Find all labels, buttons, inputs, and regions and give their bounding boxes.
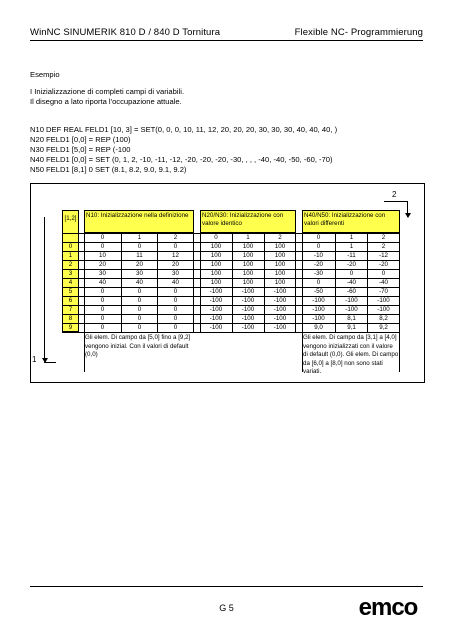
- table-cell: 30: [99, 270, 106, 277]
- table-cell: 0: [100, 315, 105, 322]
- table-cell: 20: [99, 261, 106, 268]
- table-cell: 100: [242, 270, 254, 277]
- column-header: 0: [316, 234, 321, 241]
- table-cell: 100: [274, 279, 286, 286]
- table-cell: 9,1: [347, 324, 356, 331]
- table-cell: -100: [312, 315, 325, 322]
- table-cell: 30: [172, 270, 179, 277]
- table-cell: 100: [210, 270, 222, 277]
- corner-label: [1,2]: [64, 215, 77, 222]
- column-header: 1: [349, 234, 354, 241]
- table-cell: 100: [274, 252, 286, 259]
- table-cell: 100: [242, 279, 254, 286]
- note-border-left: [302, 332, 303, 372]
- column-header: 1: [246, 234, 250, 241]
- table-cell: 20: [136, 261, 143, 268]
- table-cell: -30: [314, 270, 323, 277]
- table-cell: -100: [273, 297, 287, 304]
- dimension-arrow-left-base: [44, 362, 56, 363]
- row-index-label: 7: [68, 306, 73, 313]
- table-cell: -12: [379, 252, 388, 259]
- code-line-n30: N30 FELD1 [5,0] = REP (-100: [30, 145, 131, 154]
- table-cell: -100: [345, 306, 358, 313]
- table-cell: 8,1: [347, 315, 356, 322]
- table-cell: -100: [273, 315, 287, 322]
- dimension-arrow-left: [44, 217, 45, 362]
- table-cell: -100: [209, 306, 223, 313]
- footer-rule: [30, 586, 423, 587]
- table-cell: -100: [312, 297, 325, 304]
- table-cell: -20: [379, 261, 388, 268]
- row-index-label: 8: [68, 315, 73, 322]
- table-cell: -100: [377, 306, 390, 313]
- block-title: N10: Inizializzazione nella definizione: [86, 212, 189, 219]
- table-cell: -100: [312, 306, 325, 313]
- example-heading: Esempio: [30, 70, 60, 79]
- column-header: 1: [137, 234, 142, 241]
- page-number: G 5: [219, 603, 234, 613]
- table-cell: -100: [345, 297, 358, 304]
- table-cell: 0: [100, 243, 105, 250]
- intro-line-1: I Inizializzazione di completi campi di variabili.: [30, 87, 185, 96]
- table-cell: -60: [347, 288, 356, 295]
- table-cell: 1: [349, 243, 354, 250]
- table-cell: 0: [316, 243, 321, 250]
- table-cell: 0: [137, 243, 142, 250]
- table-cell: 40: [136, 279, 143, 286]
- table-cell: 0: [137, 297, 142, 304]
- intro-line-2: Il disegno a lato riporta l'occupazione attuale.: [30, 97, 182, 106]
- figure-marker-1: 1: [32, 355, 37, 364]
- header-right-title: Flexible NC- Programmierung: [294, 27, 423, 38]
- table-cell: -11: [347, 252, 356, 259]
- column-header: 0: [214, 234, 218, 241]
- table-cell: 100: [242, 252, 254, 259]
- table-cell: 0: [173, 315, 178, 322]
- table-cell: 0: [316, 279, 321, 286]
- table-cell: 0: [100, 297, 105, 304]
- table-cell: -100: [241, 324, 255, 331]
- table-cell: -100: [241, 306, 255, 313]
- emco-logo: [352, 596, 424, 618]
- table-cell: 0: [349, 270, 354, 277]
- table-cell: 9,2: [379, 324, 388, 331]
- emco-logo-text: emco: [358, 596, 418, 618]
- table-cell: -20: [347, 261, 356, 268]
- table-cell: 0: [100, 324, 105, 331]
- dimension-arrow-top: [384, 201, 407, 202]
- table-cell: -100: [209, 324, 223, 331]
- table-cell: -40: [347, 279, 356, 286]
- column-header: 0: [100, 234, 105, 241]
- code-line-n50: N50 FELD1 [8,1] 0 SET (8.1, 8.2, 9.0, 9.1, 9.2): [30, 165, 187, 174]
- code-line-n20: N20 FELD1 [0,0] = REP (100): [30, 135, 131, 144]
- table-cell: -100: [241, 315, 255, 322]
- column-header: 2: [278, 234, 282, 241]
- column-header: 2: [173, 234, 178, 241]
- block-note: Gli elem. Di campo da [3,1] a [4,0] vengono inizializzati con il valore di default (0,0). Gli elem. Di campo da [6,0] a [8,0] non sono stati variati.: [303, 334, 399, 376]
- table-cell: 40: [99, 279, 106, 286]
- table-cell: 0: [173, 306, 178, 313]
- block-title: N20/N30: Inizializzazione con valore identico: [202, 212, 284, 227]
- table-cell: -100: [273, 306, 287, 313]
- table-cell: 100: [242, 261, 254, 268]
- code-line-n40: N40 FELD1 [0,0] = SET (0, 1, 2, -10, -11, -12, -20, -20, -20, -30, , , , -40, -40, -50, -60, -70): [30, 155, 333, 164]
- table-cell: 100: [242, 243, 254, 250]
- table-cell: 100: [274, 243, 286, 250]
- header-rule: [30, 40, 423, 41]
- table-cell: 100: [274, 261, 286, 268]
- table-cell: 0: [137, 306, 142, 313]
- table-cell: -100: [273, 288, 287, 295]
- code-line-n10: N10 DEF REAL FELD1 [10, 3] = SET(0, 0, 0, 10, 11, 12, 20, 20, 20, 30, 30, 30, 40, 40, 40, ): [30, 125, 338, 134]
- table-cell: 11: [136, 252, 143, 259]
- table-cell: -100: [273, 324, 287, 331]
- table-cell: 12: [172, 252, 179, 259]
- table-cell: -100: [377, 297, 390, 304]
- table-cell: -10: [314, 252, 323, 259]
- table-cell: -100: [209, 297, 223, 304]
- table-cell: 100: [210, 252, 222, 259]
- table-cell: 9,0: [314, 324, 323, 331]
- table-cell: -100: [209, 315, 223, 322]
- dimension-arrow-top-head: [407, 201, 408, 217]
- table-cell: -40: [379, 279, 388, 286]
- table-cell: 0: [137, 324, 142, 331]
- row-index-label: 2: [68, 261, 73, 268]
- table-cell: -100: [241, 288, 255, 295]
- table-cell: 2: [381, 243, 386, 250]
- row-index-label: 9: [68, 324, 73, 331]
- figure-marker-2: 2: [392, 190, 397, 199]
- row-index-label: 3: [68, 270, 73, 277]
- table-cell: -100: [241, 297, 255, 304]
- table-cell: 0: [137, 288, 142, 295]
- table-cell: -100: [209, 288, 223, 295]
- table-cell: 0: [173, 297, 178, 304]
- table-cell: 0: [100, 306, 105, 313]
- block-note: Gli elem. Di campo da [5,0] fino a [9,2] vengono inizial. Con il valori di default (0,0): [85, 334, 191, 359]
- table-cell: 8,2: [379, 315, 388, 322]
- table-cell: 0: [100, 288, 105, 295]
- table-cell: 100: [210, 279, 222, 286]
- table-cell: 30: [136, 270, 143, 277]
- row-index-label: 1: [68, 252, 73, 259]
- row-index-label: 5: [68, 288, 73, 295]
- table-cell: 0: [173, 288, 178, 295]
- table-cell: 20: [172, 261, 179, 268]
- table-cell: 100: [210, 243, 222, 250]
- note-border-right: [399, 332, 400, 372]
- table-cell: 40: [172, 279, 179, 286]
- table-cell: 0: [173, 324, 178, 331]
- note-border-left: [84, 332, 85, 372]
- table-cell: -70: [379, 288, 388, 295]
- header-left-title: WinNC SINUMERIK 810 D / 840 D Tornitura: [30, 27, 221, 38]
- table-cell: -50: [314, 288, 323, 295]
- table-cell: 0: [381, 270, 386, 277]
- table-cell: 0: [173, 243, 178, 250]
- table-bottom-line: [62, 332, 400, 333]
- table-cell: 10: [99, 252, 106, 259]
- table-cell: 100: [210, 261, 222, 268]
- row-index-label: 6: [68, 297, 73, 304]
- table-cell: 100: [274, 270, 286, 277]
- table-cell: -20: [314, 261, 323, 268]
- column-header: 2: [381, 234, 386, 241]
- table-cell: 0: [137, 315, 142, 322]
- block-title: N40/N50: Inizializzazione con valori differenti: [304, 212, 386, 227]
- row-index-label: 4: [68, 279, 73, 286]
- row-index-label: 0: [68, 243, 73, 250]
